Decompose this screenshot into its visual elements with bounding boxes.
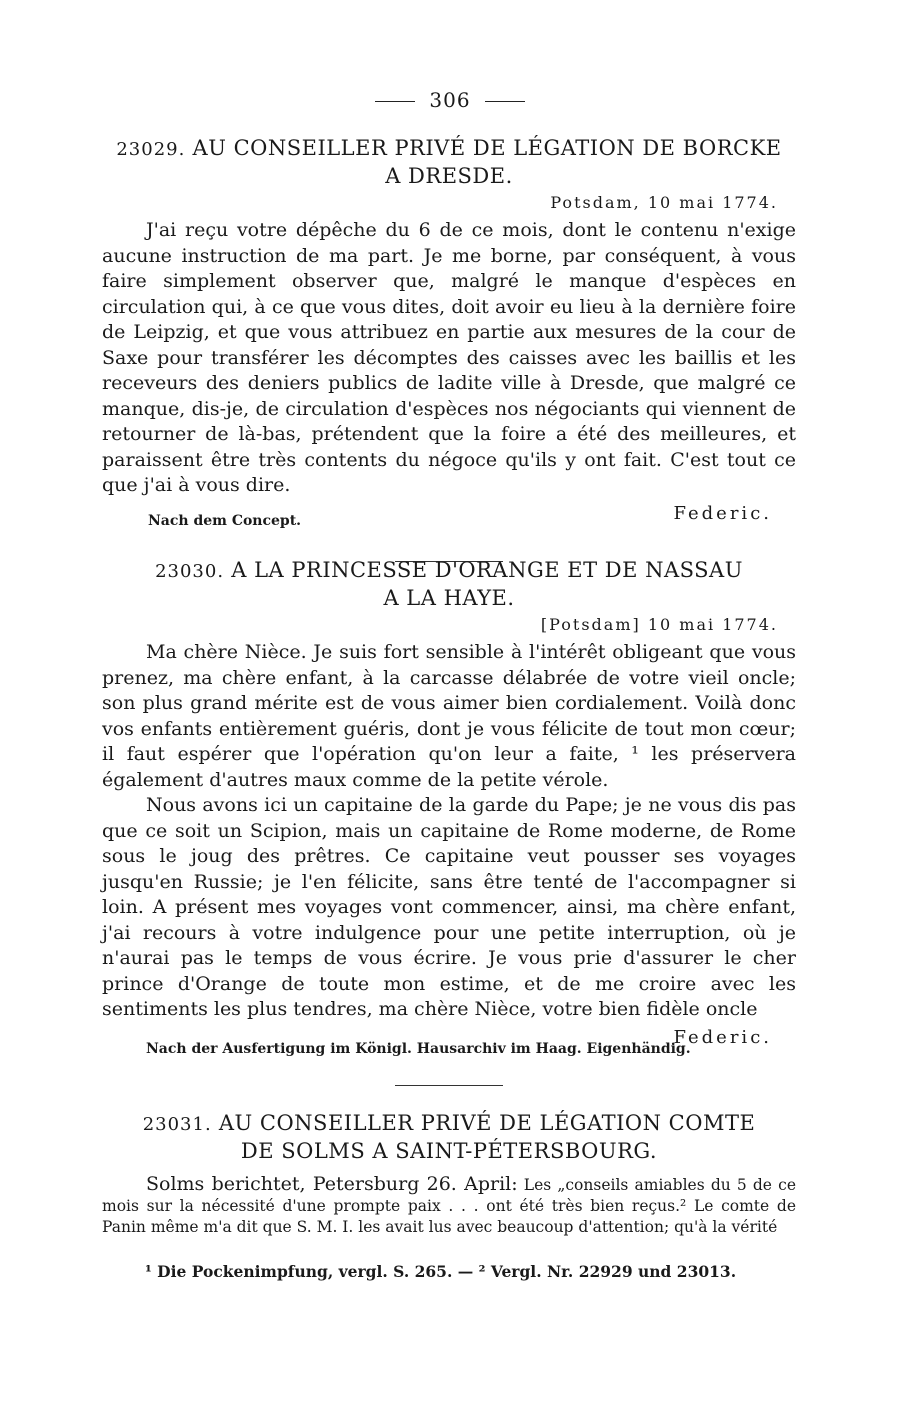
letter-heading <box>102 1110 796 1164</box>
letter-23029 <box>102 135 796 562</box>
summary-intro: Solms berichtet, Petersburg 26. April: <box>146 1173 518 1195</box>
closing-row <box>102 1027 796 1057</box>
letter-summary <box>102 1174 796 1238</box>
letter-date: Potsdam, 10 mai 1774. <box>550 193 778 212</box>
header-dash-right <box>485 101 525 102</box>
heading-line2: A LA HAYE. <box>383 586 515 610</box>
paragraph: Ma chère Nièce. Je suis fort sensible à l'intérêt obligeant que vous prenez, ma chère enfant, à la carcasse délabrée de votre vieil oncle; son plus grand mérite est de vous aimer bien cordialement. Voilà donc vos enfants entièrement guéris, dont je vous félicite de tout mon cœur; il faut espérer que l'opération qu'on leur a faite, ¹ les préservera également d'autres maux comme de la petite vérole. <box>102 641 796 791</box>
signature: Federic. <box>673 1026 772 1048</box>
letter-23031 <box>102 1110 796 1238</box>
letter-body <box>102 640 796 1023</box>
footnotes: ¹ Die Pockenimpfung, vergl. S. 265. — ² Vergl. Nr. 22929 und 23013. <box>145 1262 737 1281</box>
section-divider <box>395 1085 503 1086</box>
heading-line1: A LA PRINCESSE D'ORANGE ET DE NASSAU <box>231 558 743 582</box>
heading-line1: AU CONSEILLER PRIVÉ DE LÉGATION DE BORCKE <box>192 136 782 160</box>
letter-body <box>102 218 796 499</box>
source-note: Nach dem Concept. <box>148 512 302 529</box>
letter-23030 <box>102 557 796 1086</box>
letter-number: 23031. <box>142 1114 212 1135</box>
letter-number: 23029. <box>116 139 186 160</box>
page-header <box>0 88 900 112</box>
paragraph: J'ai reçu votre dépêche du 6 de ce mois, dont le contenu n'exige aucune instruction de ma part. Je me borne, par conséquent, à vous faire simplement observer que, malgré le manque d'espèces en circulation qui, à ce que vous dites, doit avoir eu lieu à la dernière foire de Leipzig, et que vous attribuez en partie aux mesures de la cour de Saxe pour transférer les décomptes des caisses avec les baillis et les receveurs des deniers publics de ladite ville à Dresde, que malgré ce manque, dis-je, de circulation d'espèces nos négociants qui viennent de retourner de là-bas, prétendent que la foire a été des meilleures, et paraissent être très contents du négoce qu'ils y ont fait. C'est tout ce que j'ai à vous dire. <box>102 219 796 496</box>
heading-line2: A DRESDE. <box>385 164 513 188</box>
heading-line1: AU CONSEILLER PRIVÉ DE LÉGATION COMTE <box>218 1111 756 1135</box>
closing-row <box>102 503 796 533</box>
signature: Federic. <box>673 502 772 524</box>
source-note: Nach der Ausfertigung im Königl. Hausarchiv im Haag. Eigenhändig. <box>146 1040 691 1057</box>
page-number: 306 <box>429 88 471 112</box>
heading-line2: DE SOLMS A SAINT-PÉTERSBOURG. <box>240 1139 658 1163</box>
letter-heading <box>102 135 796 189</box>
paragraph <box>102 1174 796 1238</box>
letter-number: 23030. <box>155 561 225 582</box>
letter-date: [Potsdam] 10 mai 1774. <box>540 615 778 634</box>
header-dash-left <box>375 101 415 102</box>
letter-heading <box>102 557 796 611</box>
summary-quote: Les „conseils amiables du 5 de ce mois sur la nécessité d'une prompte paix . . . ont été très bien reçus.² Le comte de Panin même m'a dit que S. M. I. les avait lus avec beaucoup d'attention; qu'à la vérité <box>102 1176 796 1236</box>
paragraph: Nous avons ici un capitaine de la garde du Pape; je ne vous dis pas que ce soit un Scipion, mais un capitaine de Rome moderne, de Rome sous le joug des prêtres. Ce capitaine veut pousser ses voyages jusqu'en Russie; je l'en félicite, sans être tenté de l'accompagner si loin. A présent mes voyages vont commencer, ainsi, ma chère enfant, j'ai recours à votre indulgence pour une petite interruption, où je n'aurai pas le temps de vous écrire. Je vous prie d'assurer le cher prince d'Orange de toute mon estime, et de me croire avec les sentiments les plus tendres, ma chère Nièce, votre bien fidèle oncle <box>102 794 796 1020</box>
